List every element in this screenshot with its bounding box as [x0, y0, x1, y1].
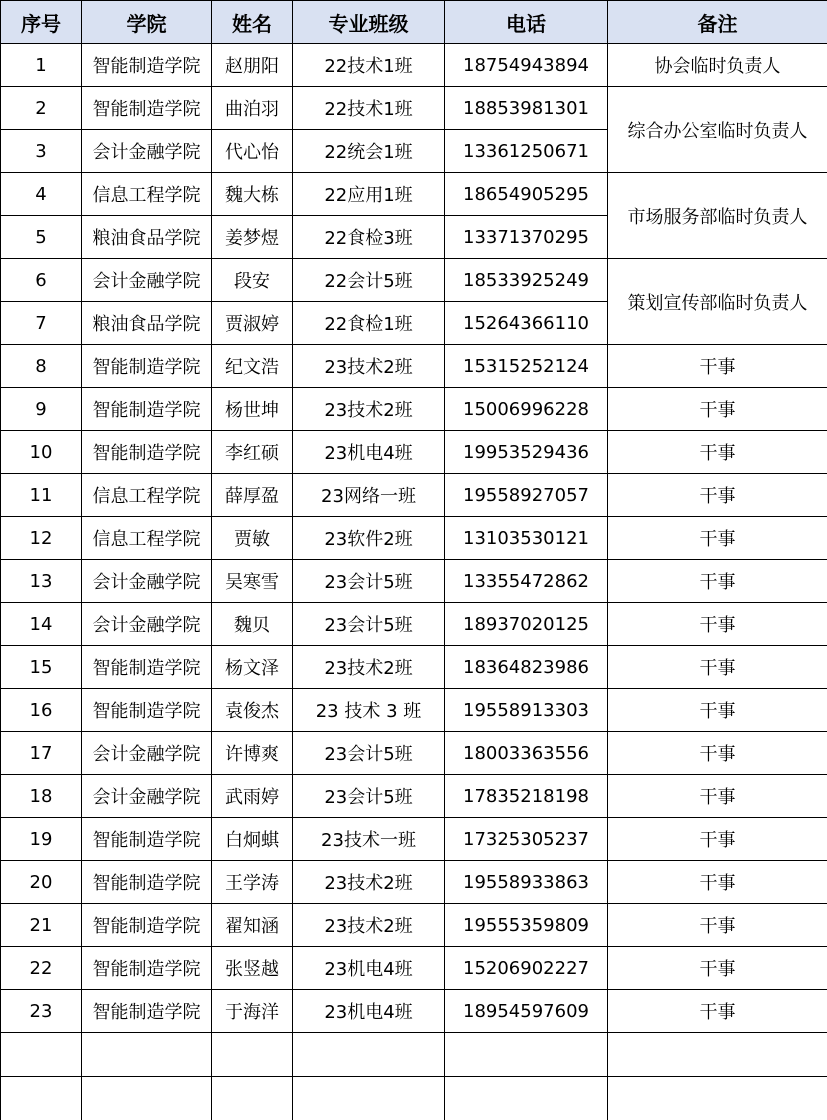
empty-cell — [445, 1077, 608, 1120]
cell-no: 10 — [1, 431, 82, 474]
cell-no: 8 — [1, 345, 82, 388]
cell-class: 23软件2班 — [293, 517, 445, 560]
cell-no: 15 — [1, 646, 82, 689]
cell-college: 会计金融学院 — [82, 130, 212, 173]
cell-college: 粮油食品学院 — [82, 216, 212, 259]
cell-class: 23机电4班 — [293, 947, 445, 990]
cell-name: 许博爽 — [212, 732, 293, 775]
cell-no: 12 — [1, 517, 82, 560]
cell-name: 张竖越 — [212, 947, 293, 990]
cell-college: 智能制造学院 — [82, 646, 212, 689]
table-row — [1, 775, 827, 818]
cell-remark: 干事 — [608, 345, 827, 388]
cell-name: 武雨婷 — [212, 775, 293, 818]
cell-phone: 15206902227 — [445, 947, 608, 990]
cell-no: 16 — [1, 689, 82, 732]
cell-phone: 18364823986 — [445, 646, 608, 689]
cell-no: 4 — [1, 173, 82, 216]
cell-phone: 13371370295 — [445, 216, 608, 259]
empty-cell — [82, 1033, 212, 1077]
cell-college: 智能制造学院 — [82, 990, 212, 1033]
cell-no: 9 — [1, 388, 82, 431]
cell-class: 23技术2班 — [293, 388, 445, 431]
empty-cell — [608, 1077, 827, 1120]
cell-college: 会计金融学院 — [82, 775, 212, 818]
cell-no: 23 — [1, 990, 82, 1033]
cell-no: 17 — [1, 732, 82, 775]
cell-name: 吴寒雪 — [212, 560, 293, 603]
cell-name: 薛厚盈 — [212, 474, 293, 517]
cell-no: 19 — [1, 818, 82, 861]
cell-college: 信息工程学院 — [82, 517, 212, 560]
header-class: 专业班级 — [293, 1, 445, 44]
cell-remark: 干事 — [608, 603, 827, 646]
cell-remark: 干事 — [608, 560, 827, 603]
cell-class: 22食检1班 — [293, 302, 445, 345]
cell-class: 22技术1班 — [293, 44, 445, 87]
cell-phone: 18954597609 — [445, 990, 608, 1033]
cell-no: 22 — [1, 947, 82, 990]
cell-class: 23技术2班 — [293, 861, 445, 904]
cell-phone: 18754943894 — [445, 44, 608, 87]
cell-name: 贾敏 — [212, 517, 293, 560]
table-body — [1, 44, 827, 1120]
table-row — [1, 44, 827, 87]
cell-phone: 19555359809 — [445, 904, 608, 947]
cell-phone: 18654905295 — [445, 173, 608, 216]
stub-row — [1, 1077, 827, 1120]
cell-remark: 干事 — [608, 646, 827, 689]
cell-remark: 干事 — [608, 732, 827, 775]
cell-no: 20 — [1, 861, 82, 904]
cell-college: 会计金融学院 — [82, 560, 212, 603]
table-row — [1, 517, 827, 560]
empty-cell — [608, 1033, 827, 1077]
cell-college: 智能制造学院 — [82, 861, 212, 904]
table-row — [1, 732, 827, 775]
cell-college: 智能制造学院 — [82, 904, 212, 947]
cell-college: 粮油食品学院 — [82, 302, 212, 345]
cell-class: 23 技术 3 班 — [293, 689, 445, 732]
cell-remark: 干事 — [608, 904, 827, 947]
cell-name: 赵朋阳 — [212, 44, 293, 87]
cell-name: 纪文浩 — [212, 345, 293, 388]
cell-name: 翟知涵 — [212, 904, 293, 947]
cell-class: 23会计5班 — [293, 560, 445, 603]
cell-name: 袁俊杰 — [212, 689, 293, 732]
cell-no: 1 — [1, 44, 82, 87]
cell-name: 魏贝 — [212, 603, 293, 646]
cell-college: 智能制造学院 — [82, 947, 212, 990]
cell-class: 22技术1班 — [293, 87, 445, 130]
cell-college: 会计金融学院 — [82, 259, 212, 302]
cell-no: 3 — [1, 130, 82, 173]
cell-remark: 综合办公室临时负责人 — [608, 87, 827, 173]
cell-no: 2 — [1, 87, 82, 130]
empty-cell — [212, 1077, 293, 1120]
cell-remark: 干事 — [608, 431, 827, 474]
cell-college: 会计金融学院 — [82, 732, 212, 775]
cell-no: 7 — [1, 302, 82, 345]
cell-no: 13 — [1, 560, 82, 603]
table-row — [1, 560, 827, 603]
cell-name: 代心怡 — [212, 130, 293, 173]
table-row — [1, 173, 827, 216]
cell-phone: 13361250671 — [445, 130, 608, 173]
cell-class: 23机电4班 — [293, 990, 445, 1033]
empty-cell — [293, 1077, 445, 1120]
cell-no: 18 — [1, 775, 82, 818]
cell-name: 段安 — [212, 259, 293, 302]
table-row — [1, 345, 827, 388]
table-header — [1, 1, 827, 44]
cell-remark: 干事 — [608, 517, 827, 560]
cell-class: 23技术2班 — [293, 345, 445, 388]
cell-college: 会计金融学院 — [82, 603, 212, 646]
cell-phone: 15264366110 — [445, 302, 608, 345]
empty-row — [1, 1033, 827, 1077]
cell-name: 白炯蜞 — [212, 818, 293, 861]
cell-no: 11 — [1, 474, 82, 517]
table-row — [1, 603, 827, 646]
cell-phone: 18533925249 — [445, 259, 608, 302]
table-row — [1, 818, 827, 861]
table-row — [1, 388, 827, 431]
cell-no: 14 — [1, 603, 82, 646]
cell-name: 杨文泽 — [212, 646, 293, 689]
cell-phone: 15315252124 — [445, 345, 608, 388]
cell-phone: 19558913303 — [445, 689, 608, 732]
cell-phone: 13355472862 — [445, 560, 608, 603]
cell-remark: 市场服务部临时负责人 — [608, 173, 827, 259]
table-row — [1, 259, 827, 302]
cell-college: 信息工程学院 — [82, 474, 212, 517]
cell-remark: 协会临时负责人 — [608, 44, 827, 87]
table-row — [1, 947, 827, 990]
cell-class: 22应用1班 — [293, 173, 445, 216]
cell-name: 魏大栋 — [212, 173, 293, 216]
cell-phone: 18937020125 — [445, 603, 608, 646]
cell-phone: 17325305237 — [445, 818, 608, 861]
cell-class: 22食检3班 — [293, 216, 445, 259]
header-remark: 备注 — [608, 1, 827, 44]
cell-remark: 干事 — [608, 818, 827, 861]
header-no: 序号 — [1, 1, 82, 44]
cell-phone: 17835218198 — [445, 775, 608, 818]
empty-cell — [212, 1033, 293, 1077]
cell-college: 智能制造学院 — [82, 818, 212, 861]
empty-cell — [445, 1033, 608, 1077]
cell-remark: 干事 — [608, 775, 827, 818]
table-row — [1, 904, 827, 947]
cell-class: 22会计5班 — [293, 259, 445, 302]
cell-class: 23会计5班 — [293, 603, 445, 646]
cell-college: 智能制造学院 — [82, 388, 212, 431]
cell-phone: 19558927057 — [445, 474, 608, 517]
header-college: 学院 — [82, 1, 212, 44]
cell-college: 智能制造学院 — [82, 345, 212, 388]
table-row — [1, 646, 827, 689]
cell-name: 曲泊羽 — [212, 87, 293, 130]
cell-remark: 干事 — [608, 474, 827, 517]
cell-class: 23技术2班 — [293, 646, 445, 689]
cell-name: 王学涛 — [212, 861, 293, 904]
cell-class: 23会计5班 — [293, 775, 445, 818]
empty-cell — [82, 1077, 212, 1120]
cell-phone: 15006996228 — [445, 388, 608, 431]
header-phone: 电话 — [445, 1, 608, 44]
cell-no: 5 — [1, 216, 82, 259]
header-row — [1, 1, 827, 44]
cell-name: 贾淑婷 — [212, 302, 293, 345]
cell-college: 智能制造学院 — [82, 44, 212, 87]
cell-class: 23技术2班 — [293, 904, 445, 947]
table-row — [1, 990, 827, 1033]
table-row — [1, 689, 827, 732]
cell-no: 21 — [1, 904, 82, 947]
cell-college: 智能制造学院 — [82, 431, 212, 474]
cell-remark: 干事 — [608, 689, 827, 732]
cell-name: 李红硕 — [212, 431, 293, 474]
cell-phone: 18003363556 — [445, 732, 608, 775]
empty-cell — [293, 1033, 445, 1077]
empty-cell — [1, 1077, 82, 1120]
cell-phone: 19558933863 — [445, 861, 608, 904]
table-row — [1, 431, 827, 474]
header-name: 姓名 — [212, 1, 293, 44]
cell-name: 杨世坤 — [212, 388, 293, 431]
cell-phone: 18853981301 — [445, 87, 608, 130]
cell-class: 23会计5班 — [293, 732, 445, 775]
table-row — [1, 474, 827, 517]
cell-college: 智能制造学院 — [82, 689, 212, 732]
cell-remark: 干事 — [608, 947, 827, 990]
cell-remark: 干事 — [608, 990, 827, 1033]
cell-class: 23机电4班 — [293, 431, 445, 474]
cell-remark: 策划宣传部临时负责人 — [608, 259, 827, 345]
cell-college: 智能制造学院 — [82, 87, 212, 130]
cell-remark: 干事 — [608, 861, 827, 904]
cell-college: 信息工程学院 — [82, 173, 212, 216]
cell-phone: 13103530121 — [445, 517, 608, 560]
table-row — [1, 861, 827, 904]
cell-name: 姜梦煜 — [212, 216, 293, 259]
cell-no: 6 — [1, 259, 82, 302]
cell-phone: 19953529436 — [445, 431, 608, 474]
cell-class: 23技术一班 — [293, 818, 445, 861]
empty-cell — [1, 1033, 82, 1077]
table-row — [1, 87, 827, 130]
cell-name: 于海洋 — [212, 990, 293, 1033]
cell-class: 23网络一班 — [293, 474, 445, 517]
cell-remark: 干事 — [608, 388, 827, 431]
cell-class: 22统会1班 — [293, 130, 445, 173]
